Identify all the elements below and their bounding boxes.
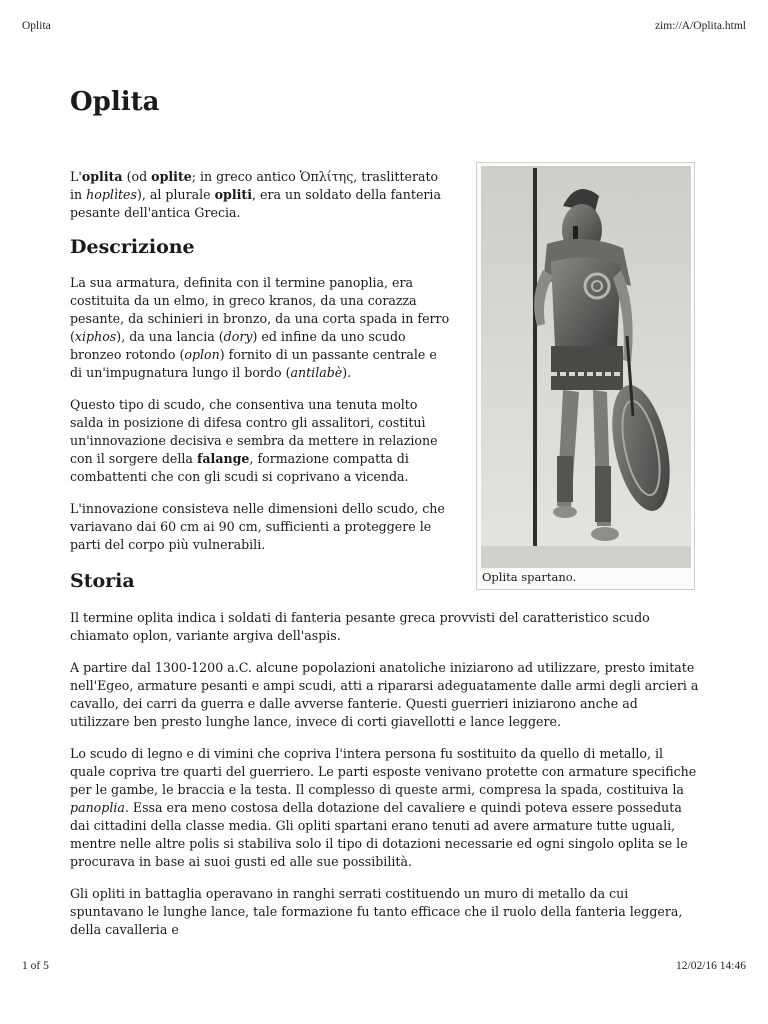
storia-paragraph-4: Gli opliti in battaglia operavano in ranghi serrati costituendo un muro di metallo da cui spuntavano le lunghe lance, tale formazione fu tanto efficace che il ruolo della fanteria leggera, della cavalleria e: [70, 886, 683, 937]
print-datetime: 12/02/16 14:46: [676, 960, 746, 972]
descrizione-paragraph-1: La sua armatura, definita con il termine panoplia, era costituita da un elmo, in greco kranos, da una corazza pesante, da schinieri in bronzo, da una corta spada in ferro (xiphos), da una lancia (dory) ed infine da uno scudo bronzeo rotondo (oplon) fornito di un passante centrale e di un'impugnatura lungo il bordo (antilabè).: [70, 275, 450, 380]
header-url: zim://A/Oplita.html: [654, 20, 746, 32]
storia-paragraph-2: A partire dal 1300-1200 a.C. alcune popolazioni anatoliche iniziarono ad utilizzare, presto imitate nell'Egeo, armature pesanti e ampi scudi, atti a ripararsi adeguatamente dalle armi degli arcieri a cavallo, dei carri da guerra e dalle avverse fanterie. Questi guerrieri iniziarono anche ad utilizzare ben presto lunghe lance, invece di corti giavellotti e lance leggere.: [70, 660, 699, 729]
storia-paragraph-3: Lo scudo di legno e di vimini che copriva l'intera persona fu sostituito da quello di metallo, il quale copriva tre quarti del guerriero. Le parti esposte venivano protette con armature specifiche per le gambe, le braccia e la testa. Il complesso di queste armi, compresa la spada, costituiva la panoplia. Essa era meno costosa della dotazione del cavaliere e quindi poteva essere posseduta dai cittadini della classe media. Gli opliti spartani erano tenuti ad avere armature tutte uguali, mentre nelle altre polis si stabiliva solo il tipo di dotazioni necessarie ed ogni singolo oplita se le procurava in base ai suoi gusti ed alle sue possibilità.: [70, 746, 697, 869]
hoplite-statue-illustration: [481, 166, 691, 568]
page-counter: 1 of 5: [22, 960, 49, 972]
term-oplita: oplita: [81, 169, 123, 184]
heading-descrizione: Descrizione: [70, 236, 195, 258]
storia-paragraph-1: Il termine oplita indica i soldati di fanteria pesante greca provvisti del caratteristico scudo chiamato oplon, variante argiva dell'aspis.: [70, 610, 650, 643]
print-header: [22, 20, 746, 32]
figure-oplita-spartano: [476, 162, 695, 590]
intro-paragraph: L'oplita (od oplite; in greco antico Ὁπλίτης, traslitterato in hoplìtes), al plurale opliti, era un soldato della fanteria pesante dell'antica Grecia.: [70, 169, 441, 220]
storia-block: [70, 609, 700, 939]
descrizione-paragraph-2: Questo tipo di scudo, che consentiva una tenuta molto salda in posizione di difesa contro gli assalitori, costituì un'innovazione decisiva e sembra da mettere in relazione con il sorgere della falange, formazione compatta di combattenti che con gli scudi si coprivano a vicenda.: [70, 397, 438, 484]
print-footer: [22, 960, 746, 972]
term-opliti: opliti: [214, 187, 253, 202]
page-title: Oplita: [70, 87, 160, 117]
term-oplite: oplite: [151, 169, 192, 184]
descrizione-paragraph-3: L'innovazione consisteva nelle dimensioni dello scudo, che variavano dai 60 cm ai 90 cm, sufficienti a proteggere le parti del corpo più vulnerabili.: [70, 501, 445, 552]
hoplite-image: [481, 166, 691, 568]
figure-caption: Oplita spartano.: [482, 570, 577, 584]
term-hoplites: hoplìtes: [86, 187, 137, 202]
heading-storia: Storia: [70, 570, 135, 592]
link-falange: falange: [196, 451, 250, 466]
header-title: Oplita: [22, 20, 51, 32]
